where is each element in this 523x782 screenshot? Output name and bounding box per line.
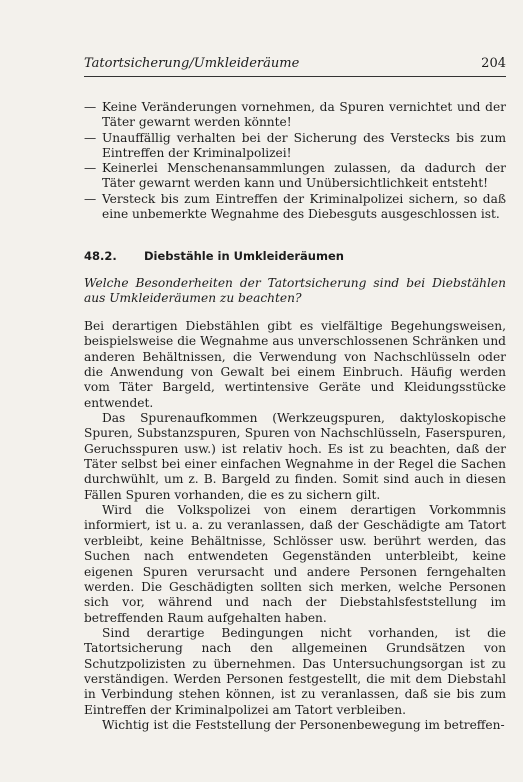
paragraph: Das Spurenaufkommen (Werkzeugspuren, daktyloskopische Spuren, Substanzspuren, Spuren von Nachschlüsseln, Faserspuren, Geruchsspuren usw.) ist relativ hoch. Es ist zu beachten, daß der Täter selbst bei einer einfachen Wegnahme in der Regel die Sachen durchwühlt, um z. B. Bargeld zu finden. Somit sind auch in diesen Fällen Spuren vorhanden, die es zu sichern gilt. (84, 411, 506, 502)
paragraph: Bei derartigen Diebstählen gibt es vielfältige Begehungsweisen, beispielsweise die Wegnahme aus unverschlossenen Schränken und anderen Behältnissen, die Verwendung von Nachschlüsseln oder die Anwendung von Gewalt bei einem Einbruch. Häufig werden vom Täter Bargeld, wertintensive Geräte und Kleidungsstücke entwendet. (84, 319, 506, 410)
list-item (84, 192, 506, 223)
list-item-text: Keinerlei Menschenansammlungen zulassen, da dadurch der Täter gewarnt werden kann und Unübersichtlichkeit entsteht! (102, 161, 506, 191)
dash-marker: — (84, 161, 97, 176)
paragraph: Sind derartige Bedingungen nicht vorhanden, ist die Tatortsicherung nach den allgemeinen Grundsätzen von Schutzpolizisten zu übernehmen. Das Untersuchungsorgan ist zu verständigen. Werden Personen festgestellt, die mit dem Diebstahl in Verbindung stehen können, ist zu veranlassen, daß sie bis zum Eintreffen der Kriminalpolizei am Tatort verbleiben. (84, 625, 506, 717)
body-text (84, 319, 506, 733)
section-number: 48.2. (84, 249, 117, 263)
list-item (84, 131, 506, 162)
bullet-list (84, 100, 506, 222)
list-item (84, 161, 506, 192)
paragraph: Wird die Volkspolizei von einem derartigen Vorkommnis informiert, ist u. a. zu veranlassen, daß der Geschädigte am Tatort verbleibt, keine Behältnisse, Schlösser usw. berührt werden, das Suchen nach entwendeten Gegenständen unterbleibt, keine eigenen Spuren verursacht und andere Personen ferngehalten werden. Die Geschädigten sollten sich merken, welche Personen sich vor, während und nach der Diebstahlsfeststellung im betreffenden Raum aufgehalten haben. (84, 503, 506, 625)
question-text: Welche Besonderheiten der Tatortsicherung sind bei Diebstählen aus Umkleideräumen zu beachten? (84, 276, 506, 306)
page-number: 204 (481, 56, 506, 71)
section-heading (84, 249, 506, 265)
list-item-text: Unauffällig verhalten bei der Sicherung des Verstecks bis zum Eintreffen der Kriminalpolizei! (102, 130, 506, 160)
dash-marker: — (84, 130, 97, 145)
list-item (84, 100, 506, 131)
dash-marker: — (84, 100, 97, 114)
list-item-text: Versteck bis zum Eintreffen der Kriminalpolizei sichern, so daß eine unbemerkte Wegnahme des Diebesguts ausgeschlossen ist. (102, 191, 506, 222)
list-item-text: Keine Veränderungen vornehmen, da Spuren vernichtet und der Täter gewarnt werden könnte! (102, 100, 506, 130)
running-header (84, 56, 506, 74)
section-title: Diebstähle in Umkleideräumen (144, 249, 344, 263)
dash-marker: — (84, 191, 97, 206)
header-rule (84, 76, 506, 77)
running-title: Tatortsicherung/Umkleideräume (84, 56, 300, 71)
paragraph: Wichtig ist die Feststellung der Personenbewegung im betreffen- (102, 717, 505, 732)
